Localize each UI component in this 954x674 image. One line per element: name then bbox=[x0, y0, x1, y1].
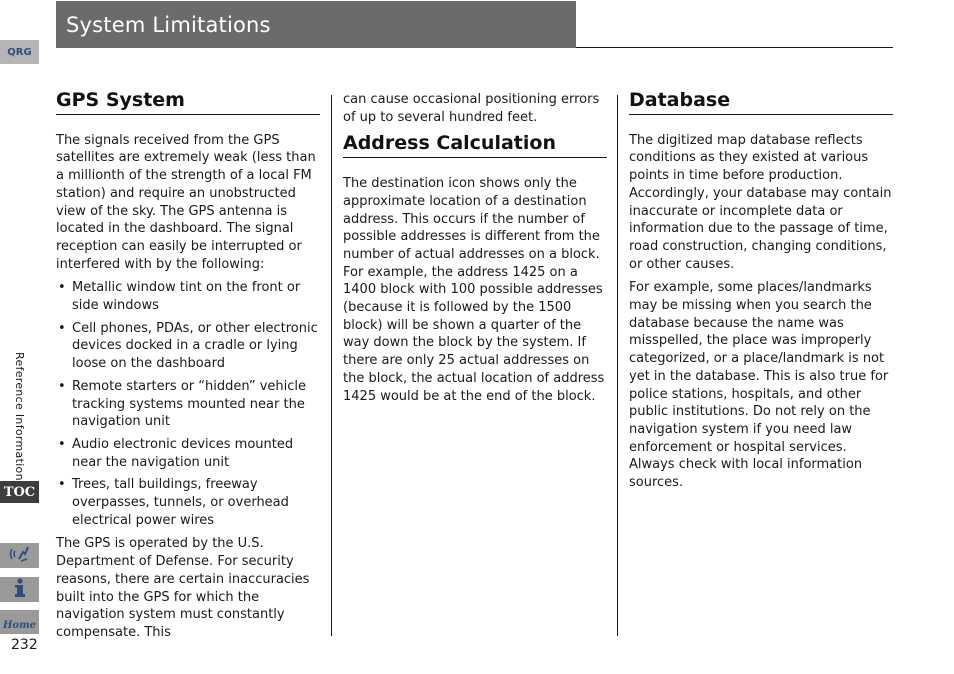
home-icon bbox=[3, 613, 36, 632]
list-item: • Audio electronic devices mounted near the navigation unit bbox=[56, 436, 320, 471]
toc-label: TOC bbox=[3, 484, 36, 500]
database-heading: Database bbox=[629, 92, 893, 115]
address-heading: Address Calculation bbox=[343, 135, 607, 158]
gps-heading: GPS System bbox=[56, 92, 320, 115]
gps-intro: The signals received from the GPS satellites are extremely weak (less than a millionth of the strength of a local FM station) and require an unobstructed view of the sky. The GPS antenna is located in the dashboard. The signal reception can easily be interrupted or interfered with by the following: bbox=[56, 132, 316, 272]
address-body: The destination icon shows only the approximate location of a destination address. This occurs if the number of possible addresses is different from the number of actual addresses on a block. For example, the address 1425 on a 1400 block with 100 possible addresses (because it is followed by the 1500 block) will be shown a quarter of the way down the block by the system. If there are only 25 actual addresses on the block, the actual location of address 1425 would be at the end of the block. bbox=[343, 176, 605, 404]
database-para-2: For example, some places/landmarks may be missing when you search the database because the name was misspelled, the place was improperly categorized, or a place/landmark is not yet in the database. This is also true for police stations, hospitals, and other public institutions. Do not rely on the navigation system if you need law enforcement or hospital services. Always check with local information sources. bbox=[629, 280, 889, 491]
voice-command-icon bbox=[9, 545, 31, 567]
info-icon bbox=[13, 578, 27, 602]
list-item: • Trees, tall buildings, freeway overpasses, tunnels, or overhead electrical power wires bbox=[56, 476, 320, 529]
gps-continued: can cause occasional positioning errors of up to several hundred feet. bbox=[343, 92, 600, 125]
page-title-bar bbox=[56, 1, 576, 48]
title-rule bbox=[576, 47, 893, 48]
page-title: System Limitations bbox=[66, 12, 271, 37]
list-item: • Cell phones, PDAs, or other electronic devices docked in a cradle or lying loose on the dashboard bbox=[56, 320, 320, 373]
list-item: • Remote starters or “hidden” vehicle tracking systems mounted near the navigation unit bbox=[56, 378, 320, 431]
column-divider bbox=[331, 95, 332, 636]
qrg-tab[interactable] bbox=[0, 40, 39, 64]
database-section bbox=[629, 89, 893, 498]
list-item: • Metallic window tint on the front or side windows bbox=[56, 279, 320, 314]
address-section bbox=[343, 91, 607, 411]
interference-list bbox=[56, 279, 320, 529]
qrg-label: QRG bbox=[7, 46, 32, 58]
gps-section bbox=[56, 89, 320, 648]
home-label: Home bbox=[2, 619, 37, 631]
gps-outro: The GPS is operated by the U.S. Department of Defense. For security reasons, there are certain inaccuracies built into the GPS for which the navigation system must constantly compensate. This bbox=[56, 536, 310, 640]
home-tab[interactable] bbox=[0, 610, 39, 634]
section-label: Reference Information bbox=[13, 352, 26, 481]
database-para-1: The digitized map database reflects conditions as they existed at various points in time before production. Accordingly, your database may contain inaccurate or incomplete data or information due to the passage of time, road construction, changing conditions, or other causes. bbox=[629, 132, 892, 272]
toc-tab[interactable] bbox=[0, 481, 39, 503]
column-divider bbox=[617, 95, 618, 636]
page-number: 232 bbox=[11, 637, 38, 653]
voice-command-tab[interactable] bbox=[0, 543, 39, 568]
info-tab[interactable] bbox=[0, 577, 39, 602]
